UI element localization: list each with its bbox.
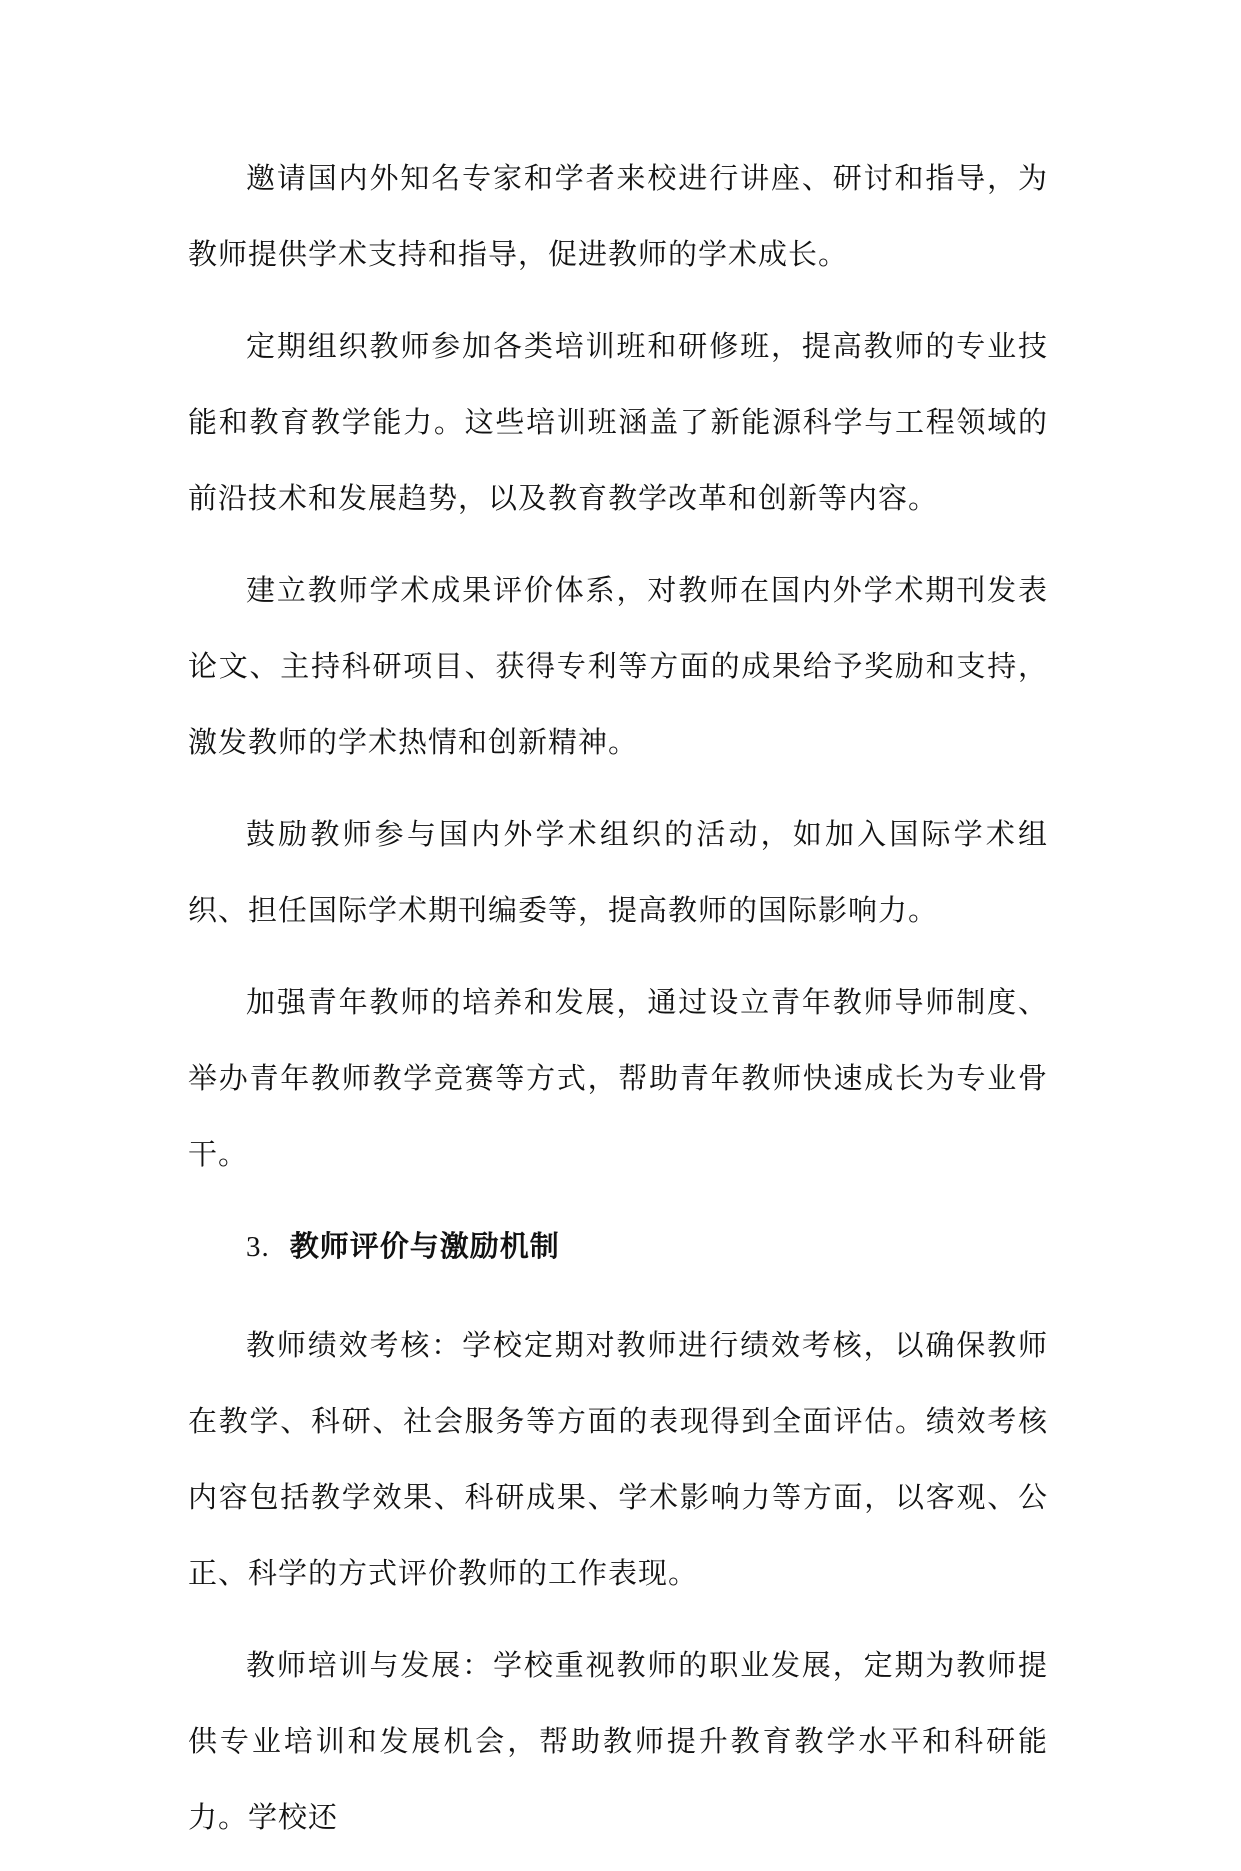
paragraph-performance-assessment: 教师绩效考核：学校定期对教师进行绩效考核，以确保教师在教学、科研、社会服务等方面的表现得到全面评估。绩效考核内容包括教学效果、科研成果、学术影响力等方面，以客观、公正、科学的方式评价教师的工作表现。 — [188, 1328, 1048, 1590]
paragraph-academic-organizations: 鼓励教师参与国内外学术组织的活动，如加入国际学术组织、担任国际学术期刊编委等，提高教师的国际影响力。 — [188, 817, 1048, 927]
document-body — [188, 140, 1048, 1871]
paragraph-young-teachers: 加强青年教师的培养和发展，通过设立青年教师导师制度、举办青年教师教学竞赛等方式，帮助青年教师快速成长为专业骨干。 — [188, 985, 1048, 1171]
section-number: 3. — [246, 1231, 270, 1263]
paragraph-training-classes: 定期组织教师参加各类培训班和研修班，提高教师的专业技能和教育教学能力。这些培训班涵盖了新能源科学与工程领域的前沿技术和发展趋势，以及教育教学改革和创新等内容。 — [188, 329, 1048, 515]
paragraph-evaluation-system: 建立教师学术成果评价体系，对教师在国内外学术期刊发表论文、主持科研项目、获得专利等方面的成果给予奖励和支持，激发教师的学术热情和创新精神。 — [188, 573, 1048, 759]
paragraph-training-development: 教师培训与发展：学校重视教师的职业发展，定期为教师提供专业培训和发展机会，帮助教师提升教育教学水平和科研能力。学校还 — [188, 1648, 1048, 1834]
paragraph-expert-invitation: 邀请国内外知名专家和学者来校进行讲座、研讨和指导，为教师提供学术支持和指导，促进教师的学术成长。 — [188, 161, 1048, 271]
section-heading — [188, 1208, 1048, 1285]
section-title: 教师评价与激励机制 — [289, 1229, 560, 1263]
